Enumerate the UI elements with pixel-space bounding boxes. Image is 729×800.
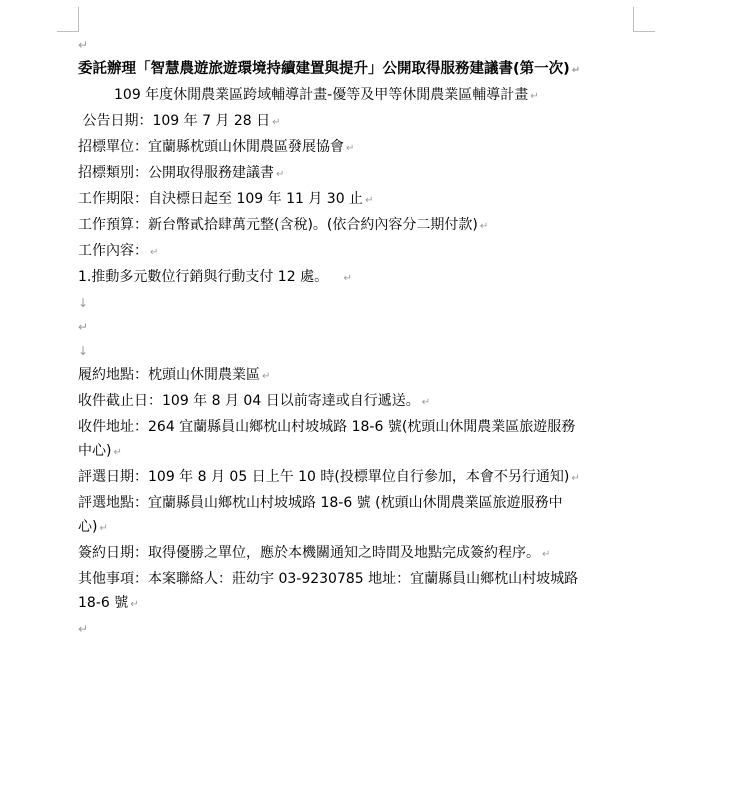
title-text: 委託辦理「智慧農遊旅遊環境持續建置與提升」公開取得服務建議書(第一次) [78, 61, 570, 77]
paragraph-mark: ↵ [421, 397, 431, 408]
work-period [78, 187, 638, 213]
review-place-text-line1: 評選地點：宜蘭縣員山鄉枕山村坡城路 18-6 號 (枕頭山休閒農業區旅遊服務中 [78, 495, 563, 511]
review-date [78, 465, 638, 491]
signing-date [78, 541, 638, 567]
paragraph-mark: ↵ [542, 549, 551, 560]
paragraph-mark: ↵ [343, 273, 352, 284]
work-content-label-text: 工作內容： [78, 243, 148, 259]
submission-address-cont [78, 439, 638, 465]
review-place [78, 491, 638, 515]
empty-paragraph [78, 315, 638, 339]
work-item [78, 265, 638, 291]
review-date-text: 評選日期：109 年 8 月 05 日上午 10 時(投標單位自行參加，本會不另行通知) [78, 469, 570, 485]
work-budget [78, 213, 638, 239]
line-break-mark: ↓ [78, 344, 89, 358]
announce-date-text: 公告日期：109 年 7 月 28 日 [82, 113, 271, 129]
submission-address [78, 415, 638, 439]
crop-mark-top-right [633, 7, 655, 32]
address-text-line1: 收件地址：264 宜蘭縣員山鄉枕山村坡城路 18-6 號(枕頭山休閒農業區旅遊服務 [78, 419, 576, 435]
empty-line [78, 291, 638, 315]
category-text: 招標類別：公開取得服務建議書 [78, 165, 274, 181]
agency-text: 招標單位：宜蘭縣枕頭山休閒農區發展協會 [78, 139, 344, 155]
contract-location [78, 363, 638, 389]
budget-text: 工作預算：新台幣貳拾肆萬元整(含稅)。(依合約內容分二期付款) [78, 217, 478, 233]
crop-mark-top-left [57, 7, 79, 32]
subtitle-text: 109 年度休閒農業區跨域輔導計畫-優等及甲等休閒農業區輔導計畫 [114, 87, 529, 103]
paragraph-mark: ↵ [346, 143, 355, 154]
review-place-cont [78, 515, 638, 541]
paragraph-mark: ↵ [571, 65, 581, 76]
work-item-text: 1.推動多元數位行銷與行動支付 12 處。 [78, 269, 329, 285]
paragraph-mark: ↵ [276, 169, 285, 180]
paragraph-mark: ↵ [365, 195, 374, 206]
address-text-line2: 中心) [78, 443, 112, 459]
paragraph-mark: ↵ [262, 371, 271, 382]
paragraph-mark: ↵ [78, 320, 89, 334]
work-content-label [78, 239, 638, 265]
other-text-line2: 18-6 號 [78, 595, 129, 611]
other-matters [78, 567, 638, 591]
paragraph-mark: ↵ [272, 117, 281, 128]
other-text-line1: 其他事項：本案聯絡人：莊幼宇 03-9230785 地址：宜蘭縣員山鄉枕山村坡城路 [78, 571, 579, 587]
line-break-mark: ↓ [78, 296, 89, 310]
deadline-text: 收件截止日：109 年 8 月 04 日以前寄達或自行遞送。 [78, 393, 420, 409]
submission-deadline [78, 389, 638, 415]
review-place-text-line2: 心) [78, 519, 98, 535]
paragraph-mark: ↵ [150, 247, 159, 258]
paragraph-mark: ↵ [530, 91, 539, 102]
location-text: 履約地點：枕頭山休閒農業區 [78, 367, 260, 383]
paragraph-mark: ↵ [78, 622, 89, 636]
paragraph-mark: ↵ [78, 38, 89, 52]
paragraph-mark: ↵ [571, 473, 580, 484]
empty-line [78, 339, 638, 363]
document-title [78, 57, 638, 83]
announce-date [78, 109, 638, 135]
empty-paragraph [78, 617, 638, 641]
paragraph-mark: ↵ [130, 599, 139, 610]
tender-category [78, 161, 638, 187]
period-text: 工作期限：自決標日起至 109 年 11 月 30 止 [78, 191, 364, 207]
empty-paragraph [78, 33, 638, 57]
paragraph-mark: ↵ [113, 447, 122, 458]
other-matters-cont [78, 591, 638, 617]
sign-date-text: 簽約日期：取得優勝之單位，應於本機關通知之時間及地點完成簽約程序。 [78, 545, 540, 561]
paragraph-mark: ↵ [99, 523, 108, 534]
document-body[interactable] [78, 33, 638, 641]
document-subtitle [78, 83, 638, 109]
paragraph-mark: ↵ [479, 221, 489, 232]
agency [78, 135, 638, 161]
